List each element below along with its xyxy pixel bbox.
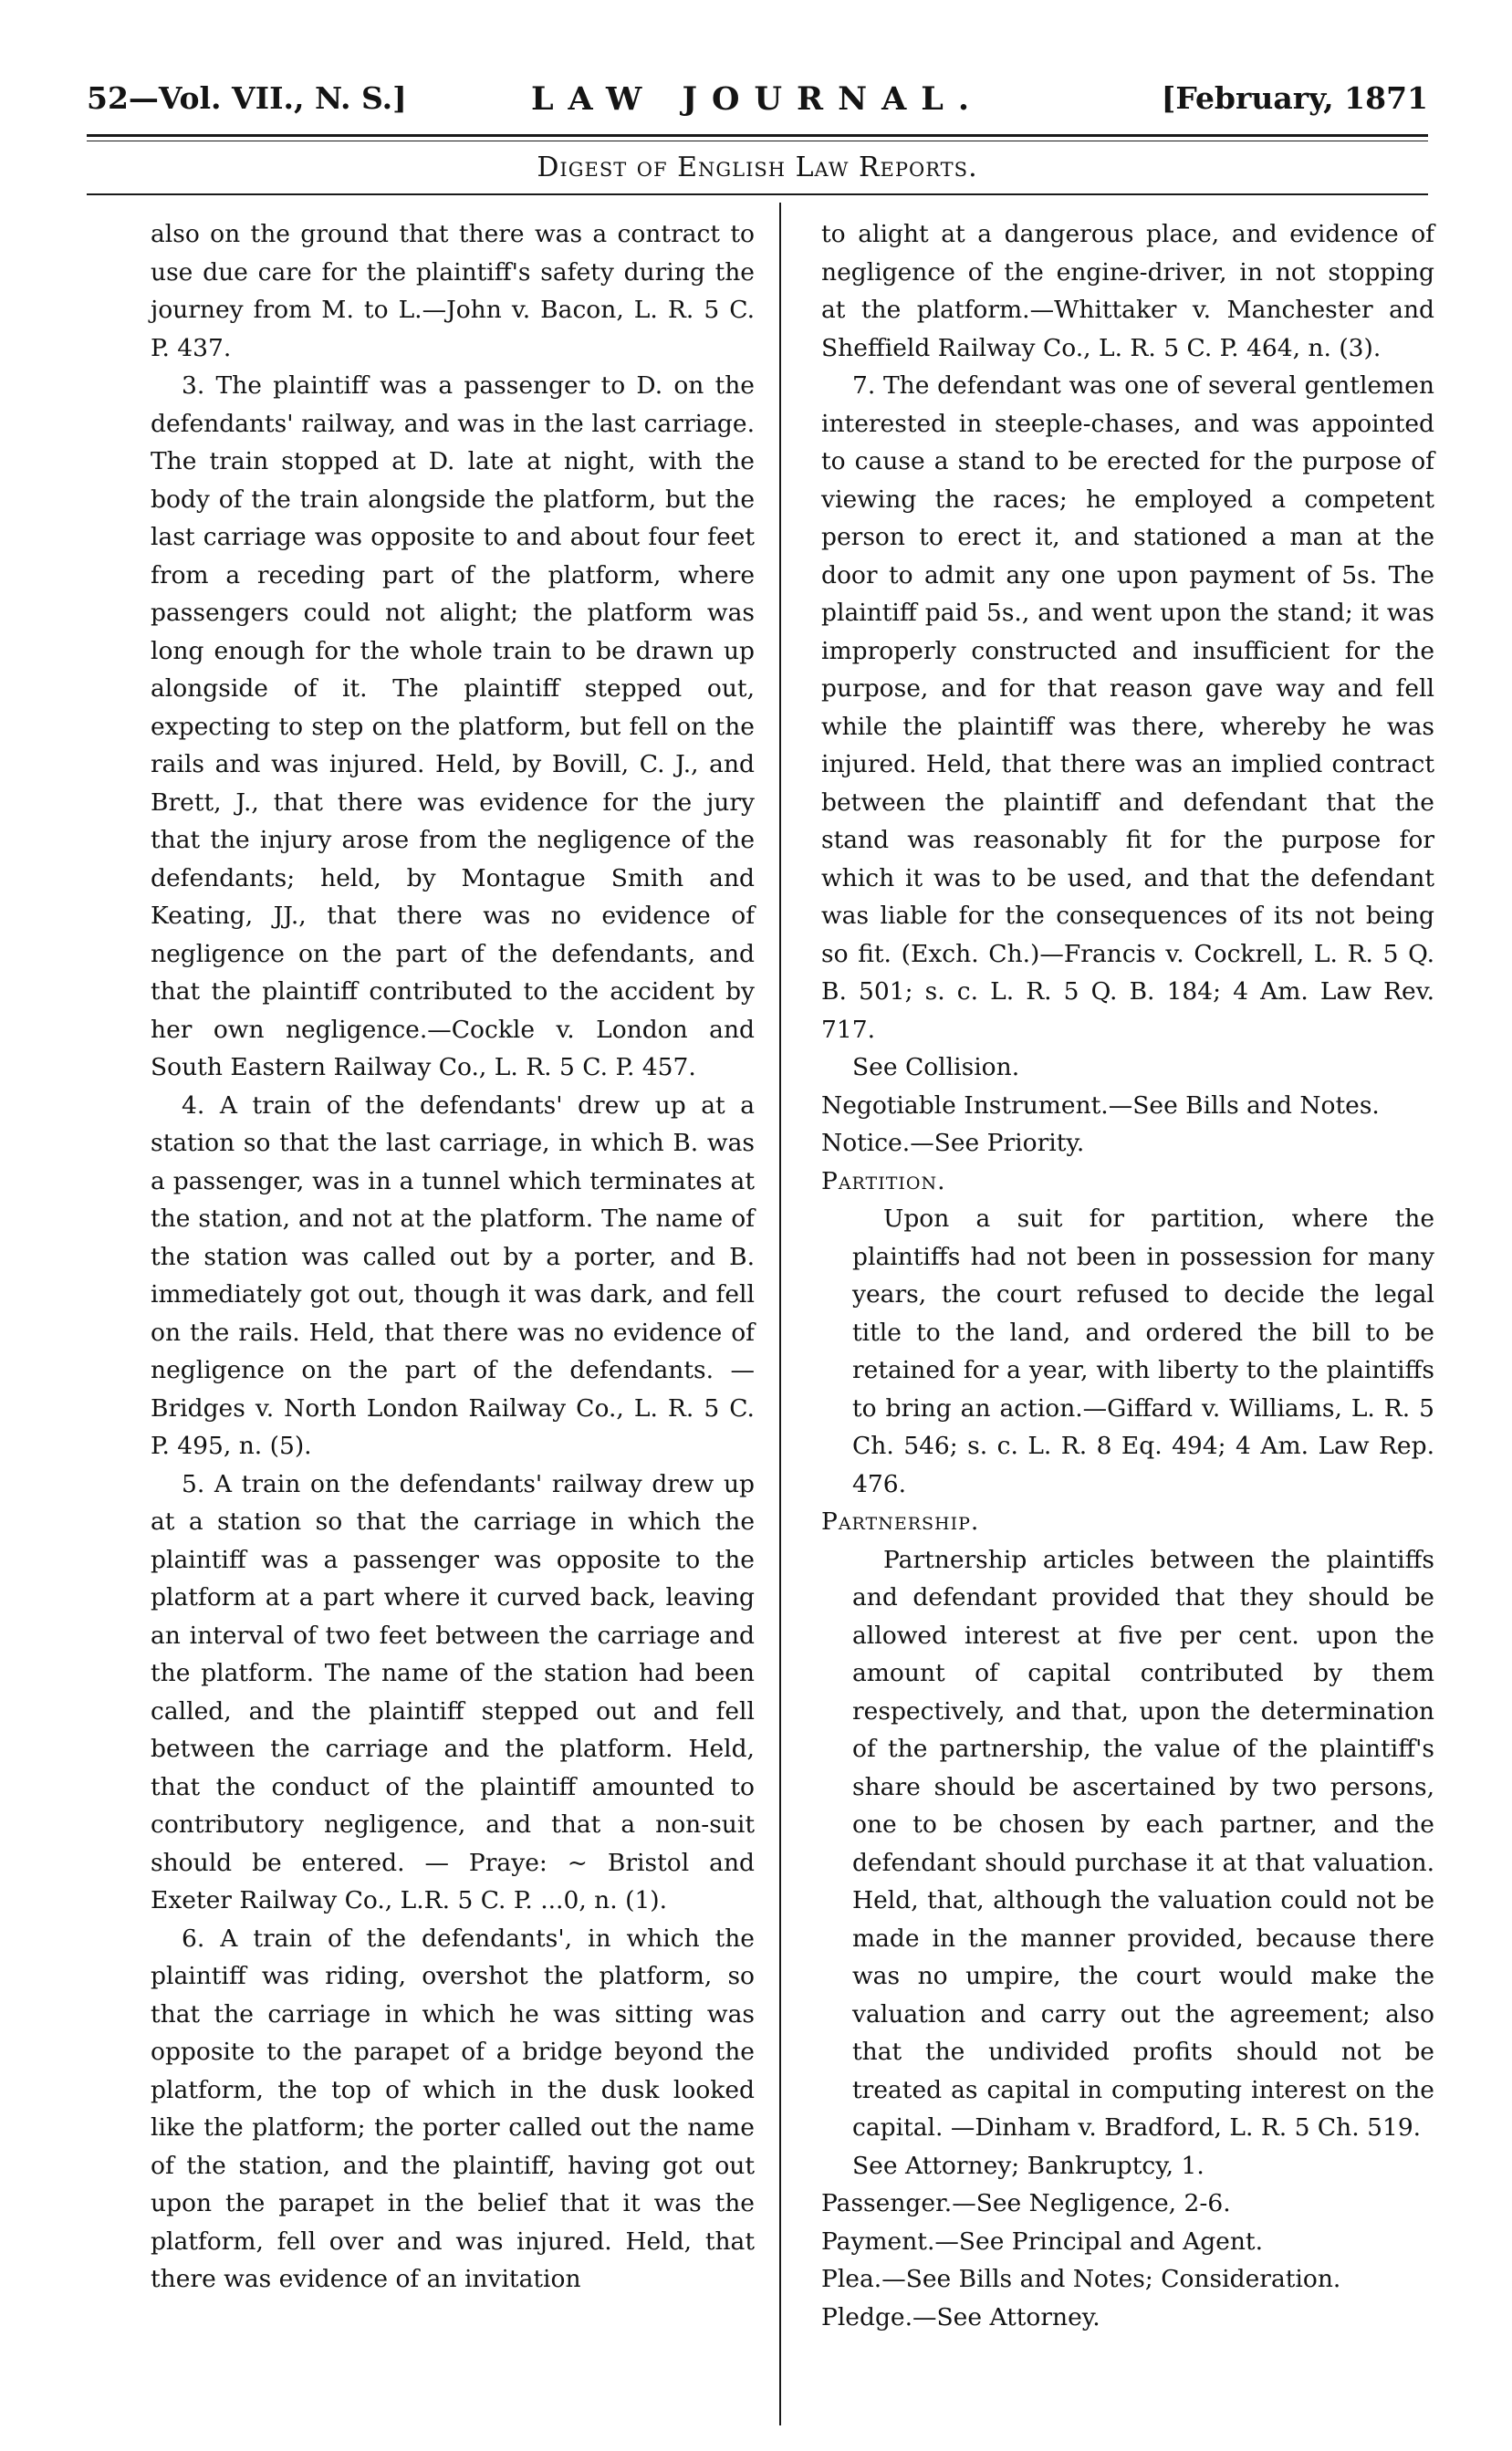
paragraph-5: 5. A train on the defendants' railway drew up at a station so that the carriage in which the plaintiff was a passenger was opposite to the platform at a part where it curved back, leaving an interval of two feet between the carriage and the platform. The name of the station had been called, and the plaintiff stepped out and fell between the carriage and the platform. Held, that the conduct of the plaintiff amounted to contributory negligence, and that a non-suit should be entered. — Praye: ~ Bristol and Exeter Railway Co., L.R. 5 C. P. ...0, n. (1). (151, 1469, 755, 1914)
issue-date: [February, 1871 (1161, 80, 1428, 116)
index-entry-pledge: Pledge.—See Attorney. (821, 2302, 1100, 2331)
journal-title: LAW JOURNAL. (530, 80, 985, 118)
paragraph-continuation: to alight at a dangerous place, and evidence of negligence of the engine-driver, in not stopping at the platform.—Whittaker v. Manchester and Sheffield Railway Co., L. R. 5 C. P. 464, n. (3). (821, 220, 1434, 362)
section-rule (87, 193, 1428, 195)
paragraph-continuation: also on the ground that there was a contract to use due care for the plaintiff's safety during the journey from M. to L.—John v. Bacon, L. R. 5 C. P. 437. (151, 220, 755, 362)
see-reference: See Collision. (852, 1053, 1020, 1081)
index-entry-passenger: Passenger.—See Negligence, 2-6. (821, 2189, 1231, 2217)
left-column (151, 215, 755, 2299)
index-entry-negotiable: Negotiable Instrument.—See Bills and Notes. (821, 1090, 1380, 1120)
partition-body (821, 1200, 1434, 1503)
partnership-text: Partnership articles between the plaintiffs and defendant provided that they should be allowed interest at five per cent. upon the amount of capital contributed by them respectively, and that, upon the determination of the partnership, the value of the plaintiff's share should be ascertained by two persons, one to be chosen by each partner, and the defendant should purchase it at that valuation. Held, that, although the valuation could not be made in the manner provided, because there was no umpire, the court would make the valuation and carry out the agreement; also that the undivided profits should not be treated as capital in computing interest on the capital. —Dinham v. Bradford, L. R. 5 Ch. 519. (852, 1545, 1434, 2142)
paragraph-3: 3. The plaintiff was a passenger to D. on the defendants' railway, and was in the last carriage. The train stopped at D. late at night, with the body of the train alongside the platform, but the last carriage was opposite to and about four feet from a receding part of the platform, where passengers could not alight; the platform was long enough for the whole train to be drawn up alongside of it. The plaintiff stepped out, expecting to step on the platform, but fell on the rails and was injured. Held, by Bovill, C. J., and Brett, J., that there was evidence for the jury that the injury arose from the negligence of the defendants; held, by Montague Smith and Keating, JJ., that there was no evidence of negligence on the part of the defendants, and that the plaintiff contributed to the accident by her own negligence.—Cockle v. London and South Eastern Railway Co., L. R. 5 C. P. 457. (151, 371, 755, 1081)
index-entry-payment: Payment.—See Principal and Agent. (821, 2227, 1264, 2256)
paragraph-7: 7. The defendant was one of several gentlemen interested in steeple-chases, and was appointed to cause a stand to be erected for the purpose of viewing the races; he employed a competent person to erect it, and stationed a man at the door to admit any one upon payment of 5s. The plaintiff paid 5s., and went upon the stand; it was improperly constructed and insufficient for the purpose, and for that reason gave way and fell while the plaintiff was there, whereby he was injured. Held, that there was an implied contract between the plaintiff and defendant that the stand was reasonably fit for the purpose for which it was to be used, and that the defendant was liable for the consequences of its not being so fit. (Exch. Ch.)—Francis v. Cockrell, L. R. 5 Q. B. 501; s. c. L. R. 5 Q. B. 184; 4 Am. Law Rev. 717. (821, 371, 1434, 1044)
heading-partnership: Partnership. (821, 1507, 980, 1536)
partnership-body (821, 1541, 1434, 2147)
index-entry-notice: Notice.—See Priority. (821, 1129, 1085, 1157)
paragraph-6: 6. A train of the defendants', in which the plaintiff was riding, overshot the platform, so that the carriage in which he was sitting was opposite to the parapet of a bridge beyond the platform, the top of which in the dusk looked like the platform; the porter called out the name of the station, and the plaintiff, having got out upon the parapet in the belief that it was the platform, fell over and was injured. Held, that there was evidence of an invitation (151, 1924, 755, 2293)
partition-text: Upon a suit for partition, where the plaintiffs had not been in possession for many years, the court refused to decide the legal title to the land, and ordered the bill to be retained for a year, with liberty to the plaintiffs to bring an action.—Giffard v. Williams, L. R. 5 Ch. 546; s. c. L. R. 8 Eq. 494; 4 Am. Law Rep. 476. (852, 1205, 1434, 1498)
volume-label: 52—Vol. VII., N. S.] (87, 80, 407, 116)
see-reference: See Attorney; Bankruptcy, 1. (852, 2151, 1204, 2180)
index-entry-plea: Plea.—See Bills and Notes; Consideration. (821, 2265, 1341, 2293)
right-column (821, 215, 1434, 2336)
heading-partition: Partition. (821, 1166, 946, 1195)
header-rule (87, 134, 1428, 137)
running-header (87, 80, 1428, 121)
section-title: Digest of English Law Reports. (537, 151, 978, 183)
paragraph-4: 4. A train of the defendants' drew up at a station so that the last carriage, in which B. was a passenger, was in a tunnel which terminates at the station, and not at the platform. The name of the station was called out by a porter, and B. immediately got out, though it was dark, and fell on the rails. Held, that there was no evidence of negligence on the part of the defendants. — Bridges v. North London Railway Co., L. R. 5 C. P. 495, n. (5). (151, 1090, 755, 1460)
column-divider (779, 203, 781, 2425)
